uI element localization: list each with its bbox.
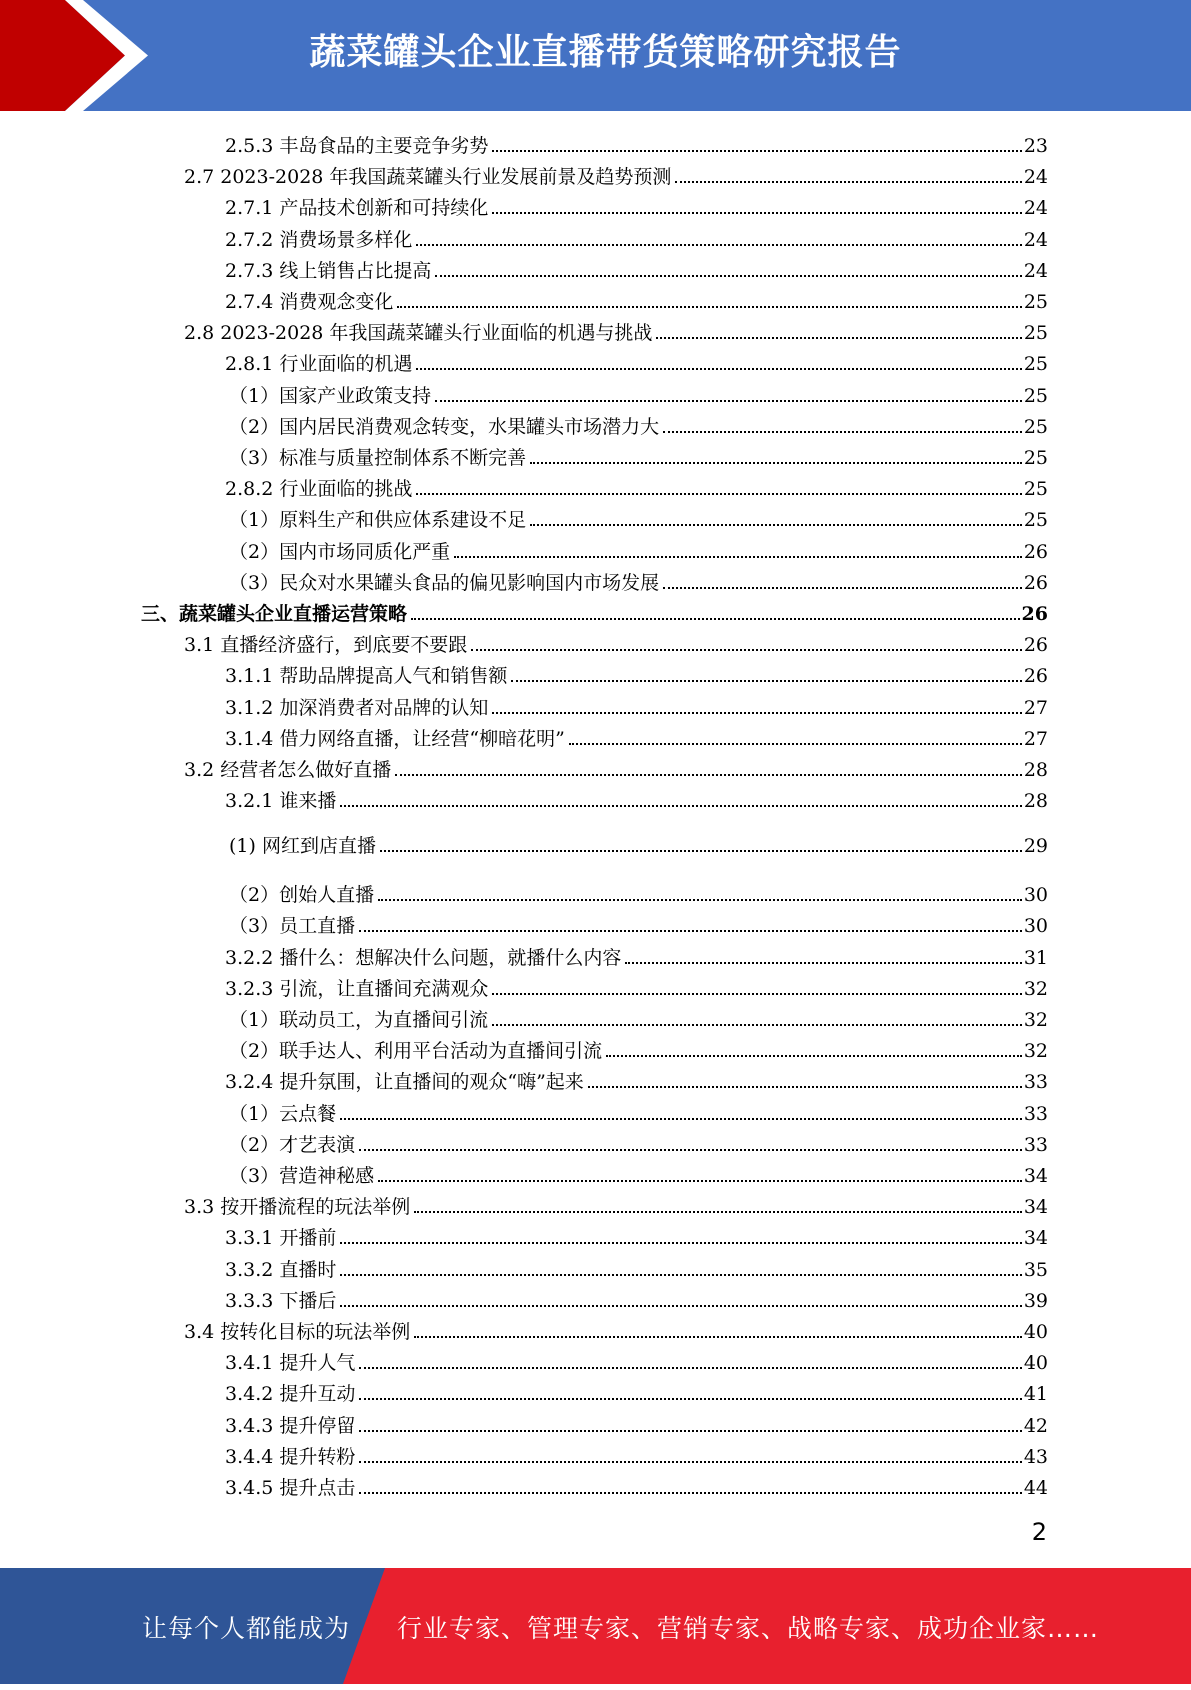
toc-entry-page: 32 xyxy=(1023,977,1048,1000)
toc-entry-page: 41 xyxy=(1023,1383,1048,1406)
toc-entry-title: （3）员工直播 xyxy=(229,915,356,938)
toc-entry-title: 3.2.4 提升氛围，让直播间的观众“嗨”起来 xyxy=(225,1071,584,1094)
toc-dot-leader xyxy=(359,1492,1021,1494)
toc-entry-page: 25 xyxy=(1023,447,1048,469)
toc-entry[interactable] xyxy=(184,314,1048,345)
toc-dot-leader xyxy=(530,462,1022,464)
toc-entry[interactable] xyxy=(225,939,1048,970)
toc-dot-leader xyxy=(454,556,1022,558)
toc-entry-title: （3）标准与质量控制体系不断完善 xyxy=(229,447,527,469)
report-title: 蔬菜罐头企业直播带货策略研究报告 xyxy=(309,32,902,73)
toc-dot-leader xyxy=(530,524,1022,526)
toc-entry-page: 25 xyxy=(1023,384,1048,407)
toc-entry[interactable] xyxy=(229,1157,1048,1188)
toc-entry[interactable] xyxy=(225,1063,1048,1094)
toc-entry[interactable] xyxy=(225,252,1048,283)
toc-entry-page: 24 xyxy=(1023,197,1048,220)
toc-entry-title: 2.7.1 产品技术创新和可持续化 xyxy=(225,197,489,220)
toc-entry-page: 44 xyxy=(1023,1477,1048,1499)
toc-entry[interactable] xyxy=(229,501,1048,532)
toc-entry-page: 34 xyxy=(1023,1227,1048,1250)
toc-entry[interactable] xyxy=(225,689,1048,720)
toc-entry[interactable] xyxy=(225,1407,1048,1438)
toc-dot-leader xyxy=(340,1305,1021,1307)
toc-entry-page: 25 xyxy=(1023,322,1048,345)
toc-dot-leader xyxy=(416,244,1021,246)
toc-dot-leader xyxy=(359,1430,1021,1432)
toc-entry-title: （2）才艺表演 xyxy=(229,1133,356,1156)
toc-entry-title: 2.7 2023-2028 年我国蔬菜罐头行业发展前景及趋势预测 xyxy=(184,166,672,189)
toc-entry-page: 32 xyxy=(1023,1009,1048,1031)
toc-dot-leader xyxy=(395,774,1022,776)
footer-slogan-left: 让每个人都能成为 xyxy=(142,1614,351,1643)
toc-entry[interactable] xyxy=(229,827,1048,858)
toc-entry-title: 2.8.1 行业面临的机遇 xyxy=(225,353,413,376)
toc-entry-page: 30 xyxy=(1023,915,1048,938)
toc-entry-page: 25 xyxy=(1023,353,1048,376)
toc-entry-page: 34 xyxy=(1023,1165,1048,1187)
toc-entry[interactable] xyxy=(229,533,1048,564)
toc-entry-page: 31 xyxy=(1023,946,1048,969)
toc-entry-page: 33 xyxy=(1023,1102,1048,1125)
toc-entry-page: 33 xyxy=(1023,1071,1048,1094)
footer-slogan-right: 行业专家、管理专家、营销专家、战略专家、成功企业家…… xyxy=(397,1614,1100,1643)
toc-entry[interactable] xyxy=(229,1001,1048,1032)
toc-dot-leader xyxy=(492,712,1021,714)
toc-entry[interactable] xyxy=(141,595,1048,626)
toc-entry[interactable] xyxy=(225,189,1048,220)
toc-entry-title: 3.4 按转化目标的玩法举例 xyxy=(184,1321,411,1343)
toc-entry-title: （2）创始人直播 xyxy=(229,884,375,907)
toc-dot-leader xyxy=(416,493,1021,495)
toc-dot-leader xyxy=(378,1180,1022,1182)
toc-entry-page: 25 xyxy=(1023,509,1048,532)
toc-entry[interactable] xyxy=(184,626,1048,657)
toc-dot-leader xyxy=(492,212,1021,214)
toc-entry-page: 26 xyxy=(1023,665,1048,688)
toc-dot-leader xyxy=(380,850,1022,852)
toc-entry-title: 2.5.3 丰岛食品的主要竞争劣势 xyxy=(225,135,489,157)
toc-dot-leader xyxy=(359,1461,1021,1463)
toc-dot-leader xyxy=(606,1055,1022,1057)
toc-entry-title: （1）国家产业政策支持 xyxy=(229,384,432,407)
toc-entry-title: 3.2.2 播什么：想解决什么问题，就播什么内容 xyxy=(225,946,622,969)
toc-entry-page: 25 xyxy=(1023,478,1048,501)
toc-entry-title: 三、蔬菜罐头企业直播运营策略 xyxy=(141,603,408,625)
toc-entry-page: 30 xyxy=(1023,884,1048,907)
toc-entry-title: （1）联动员工，为直播间引流 xyxy=(229,1009,489,1031)
toc-entry-title: 2.8 2023-2028 年我国蔬菜罐头行业面临的机遇与挑战 xyxy=(184,322,653,345)
toc-entry-title: 3.4.3 提升停留 xyxy=(225,1414,356,1437)
toc-dot-leader xyxy=(378,899,1022,901)
toc-entry-page: 26 xyxy=(1021,603,1048,625)
toc-entry-title: 3.4.2 提升互动 xyxy=(225,1383,356,1406)
toc-dot-leader xyxy=(359,1398,1021,1400)
toc-entry-page: 33 xyxy=(1023,1133,1048,1156)
toc-entry-title: 3.2 经营者怎么做好直播 xyxy=(184,759,392,781)
toc-entry-page: 26 xyxy=(1023,540,1048,563)
toc-entry[interactable] xyxy=(225,1282,1048,1313)
toc-entry-page: 27 xyxy=(1023,696,1048,719)
toc-entry-page: 39 xyxy=(1023,1289,1048,1312)
toc-dot-leader xyxy=(411,618,1020,620)
toc-entry-title: （2）国内市场同质化严重 xyxy=(229,540,451,563)
toc-entry-title: （3）民众对水果罐头食品的偏见影响国内市场发展 xyxy=(229,571,660,594)
toc-dot-leader xyxy=(663,431,1022,433)
toc-dot-leader xyxy=(414,1211,1022,1213)
toc-entry-page: 40 xyxy=(1023,1352,1048,1375)
toc-entry-title: (1) 网红到店直播 xyxy=(229,835,376,858)
toc-entry-title: 3.2.3 引流，让直播间充满观众 xyxy=(225,977,489,1000)
toc-entry[interactable] xyxy=(225,1344,1048,1375)
toc-dot-leader xyxy=(359,930,1022,932)
toc-entry-page: 26 xyxy=(1023,634,1048,657)
toc-dot-leader xyxy=(435,400,1022,402)
toc-entry-page: 25 xyxy=(1023,415,1048,438)
toc-entry-page: 23 xyxy=(1023,135,1048,157)
toc-dot-leader xyxy=(435,275,1021,277)
toc-entry[interactable] xyxy=(229,1032,1048,1063)
toc-entry-title: （2）联手达人、利用平台活动为直播间引流 xyxy=(229,1040,603,1063)
toc-entry-title: 3.1.4 借力网络直播，让经营“柳暗花明” xyxy=(225,727,565,750)
toc-entry-title: 3.4.1 提升人气 xyxy=(225,1352,356,1375)
toc-entry[interactable] xyxy=(229,1095,1048,1126)
toc-entry-page: 29 xyxy=(1023,835,1048,858)
toc-entry[interactable] xyxy=(184,1188,1048,1219)
toc-entry-title: 2.7.3 线上销售占比提高 xyxy=(225,259,432,282)
toc-entry-title: 3.1 直播经济盛行，到底要不要跟 xyxy=(184,634,468,657)
toc-entry-page: 42 xyxy=(1023,1414,1048,1437)
toc-entry-title: 3.4.4 提升转粉 xyxy=(225,1445,356,1468)
toc-entry[interactable] xyxy=(225,1219,1048,1250)
toc-entry[interactable] xyxy=(225,127,1048,158)
toc-entry[interactable] xyxy=(184,158,1048,189)
toc-entry-title: 2.7.2 消费场景多样化 xyxy=(225,228,413,251)
toc-dot-leader xyxy=(359,1367,1021,1369)
toc-entry[interactable] xyxy=(225,221,1048,252)
toc-dot-leader xyxy=(663,587,1022,589)
toc-entry[interactable] xyxy=(225,470,1048,501)
toc-entry[interactable] xyxy=(184,1313,1048,1344)
toc-entry-title: 2.8.2 行业面临的挑战 xyxy=(225,478,413,501)
toc-entry-page: 24 xyxy=(1023,166,1048,189)
toc-entry[interactable] xyxy=(229,408,1048,439)
toc-entry-page: 43 xyxy=(1023,1445,1048,1468)
toc-entry[interactable] xyxy=(225,720,1048,751)
toc-dot-leader xyxy=(340,1118,1022,1120)
toc-dot-leader xyxy=(588,1086,1022,1088)
toc-entry-page: 40 xyxy=(1023,1321,1048,1343)
toc-dot-leader xyxy=(492,1024,1022,1026)
toc-dot-leader xyxy=(359,1149,1022,1151)
toc-entry-title: （3）营造神秘感 xyxy=(229,1165,375,1187)
toc-entry[interactable] xyxy=(229,907,1048,938)
toc-entry[interactable] xyxy=(225,970,1048,1001)
toc-entry-page: 28 xyxy=(1023,759,1048,781)
toc-entry-page: 26 xyxy=(1023,571,1048,594)
toc-entry-title: 3.1.1 帮助品牌提高人气和销售额 xyxy=(225,665,508,688)
toc-entry-title: 3.3 按开播流程的玩法举例 xyxy=(184,1196,411,1219)
toc-entry[interactable] xyxy=(229,1126,1048,1157)
toc-dot-leader xyxy=(569,743,1022,745)
toc-dot-leader xyxy=(511,680,1021,682)
toc-entry[interactable] xyxy=(225,1375,1048,1406)
toc-entry-title: 3.3.3 下播后 xyxy=(225,1289,337,1312)
toc-entry[interactable] xyxy=(229,439,1048,470)
toc-entry-title: 2.7.4 消费观念变化 xyxy=(225,291,394,313)
toc-entry-page: 35 xyxy=(1023,1258,1048,1281)
toc-dot-leader xyxy=(340,805,1021,807)
page-number: 2 xyxy=(1031,1518,1047,1546)
toc-entry[interactable] xyxy=(229,564,1048,595)
toc-entry[interactable] xyxy=(225,1469,1048,1500)
toc-entry-title: 3.4.5 提升点击 xyxy=(225,1477,356,1499)
toc-entry[interactable] xyxy=(184,751,1048,782)
toc-dot-leader xyxy=(625,962,1021,964)
toc-entry[interactable] xyxy=(225,345,1048,376)
toc-dot-leader xyxy=(675,181,1021,183)
toc-entry-title: 3.2.1 谁来播 xyxy=(225,790,337,813)
toc-entry-page: 27 xyxy=(1023,727,1048,750)
toc-dot-leader xyxy=(492,993,1021,995)
toc-entry[interactable] xyxy=(225,1438,1048,1469)
toc-entry[interactable] xyxy=(225,1251,1048,1282)
toc-dot-leader xyxy=(471,649,1022,651)
toc-entry-page: 32 xyxy=(1023,1040,1048,1063)
toc-entry-page: 24 xyxy=(1023,259,1048,282)
toc-entry-title: （2）国内居民消费观念转变，水果罐头市场潜力大 xyxy=(229,415,660,438)
toc-entry-title: 3.3.1 开播前 xyxy=(225,1227,337,1250)
toc-entry-title: （1）云点餐 xyxy=(229,1102,337,1125)
toc-dot-leader xyxy=(414,1336,1022,1338)
toc-entry-title: 3.1.2 加深消费者对品牌的认知 xyxy=(225,696,489,719)
toc-entry-page: 25 xyxy=(1023,291,1048,313)
toc-entry-title: 3.3.2 直播时 xyxy=(225,1258,337,1281)
footer-band xyxy=(0,1568,1191,1684)
toc-entry-page: 34 xyxy=(1023,1196,1048,1219)
toc-dot-leader xyxy=(492,150,1021,152)
toc-dot-leader xyxy=(397,306,1021,308)
toc-entry-page: 28 xyxy=(1023,790,1048,813)
header-band xyxy=(0,0,1191,111)
toc-entry[interactable] xyxy=(225,657,1048,688)
toc-dot-leader xyxy=(340,1274,1021,1276)
toc-entry-title: （1）原料生产和供应体系建设不足 xyxy=(229,509,527,532)
toc-dot-leader xyxy=(656,337,1021,339)
toc-entry[interactable] xyxy=(225,782,1048,813)
toc-entry[interactable] xyxy=(229,876,1048,907)
toc-entry[interactable] xyxy=(229,377,1048,408)
toc-dot-leader xyxy=(416,368,1021,370)
toc-dot-leader xyxy=(340,1242,1021,1244)
toc-entry[interactable] xyxy=(225,283,1048,314)
toc-entry-page: 24 xyxy=(1023,228,1048,251)
